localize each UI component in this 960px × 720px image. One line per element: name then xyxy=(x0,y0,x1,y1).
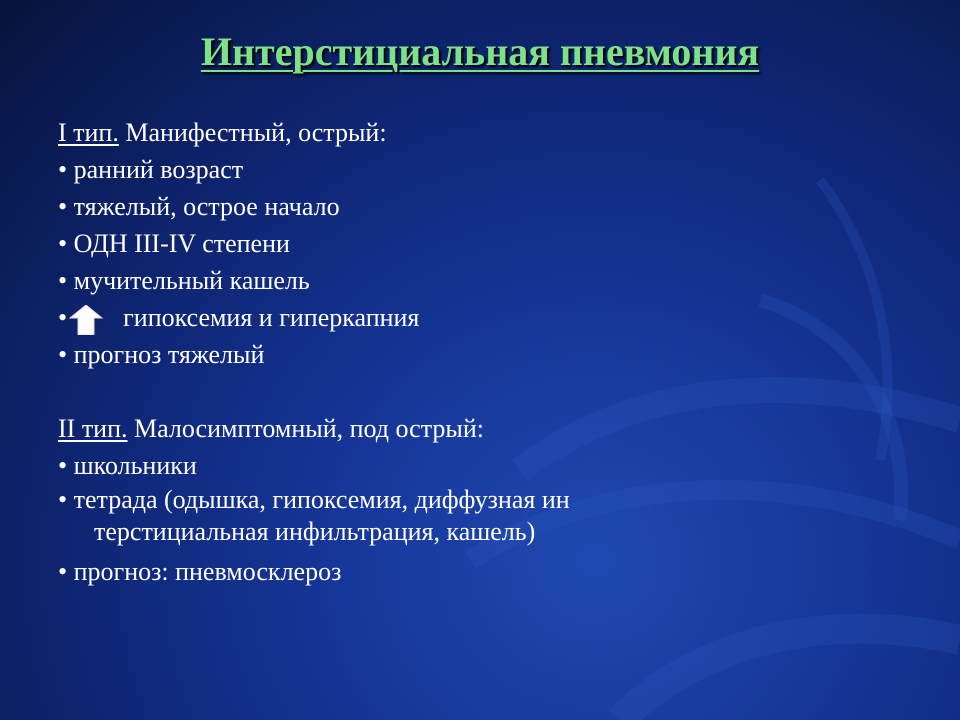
type1-label: I тип. xyxy=(58,118,119,147)
bullet: • xyxy=(58,303,68,332)
list-item: • мучительный кашель xyxy=(58,266,310,295)
bullet: • xyxy=(58,557,68,586)
bullet: • xyxy=(58,485,68,514)
list-item: • тетрада (одышка, гипоксемия, диффузная ин терстициальная инфильтрация, кашель) xyxy=(58,485,570,546)
list-item: • ОДН III-IV степени xyxy=(58,229,290,258)
type2-heading-text: Малосимптомный, под острый: xyxy=(127,414,484,443)
list-item: • ранний возраст xyxy=(58,155,244,184)
list-item: • гипоксемия и гиперкапния xyxy=(58,299,928,336)
type2-heading xyxy=(58,410,928,447)
bullet: • xyxy=(58,266,68,295)
list-item: • прогноз тяжелый xyxy=(58,340,265,369)
slide-content xyxy=(58,114,928,590)
type2-label: II тип. xyxy=(58,414,128,443)
slide-title: Интерстициальная пневмония xyxy=(200,29,760,74)
list-item: • тяжелый, острое начало xyxy=(58,192,340,221)
bullet: • xyxy=(58,340,68,369)
bullet: • xyxy=(58,451,68,480)
up-arrow-icon xyxy=(69,305,103,335)
bullet: • xyxy=(58,229,68,258)
type1-heading-text: Манифестный, острый: xyxy=(118,118,387,147)
list-item: • прогноз: пневмосклероз xyxy=(58,557,342,586)
type1-heading xyxy=(58,114,928,151)
bullet: • xyxy=(58,155,68,184)
bullet: • xyxy=(58,192,68,221)
list-item: • школьники xyxy=(58,451,197,480)
